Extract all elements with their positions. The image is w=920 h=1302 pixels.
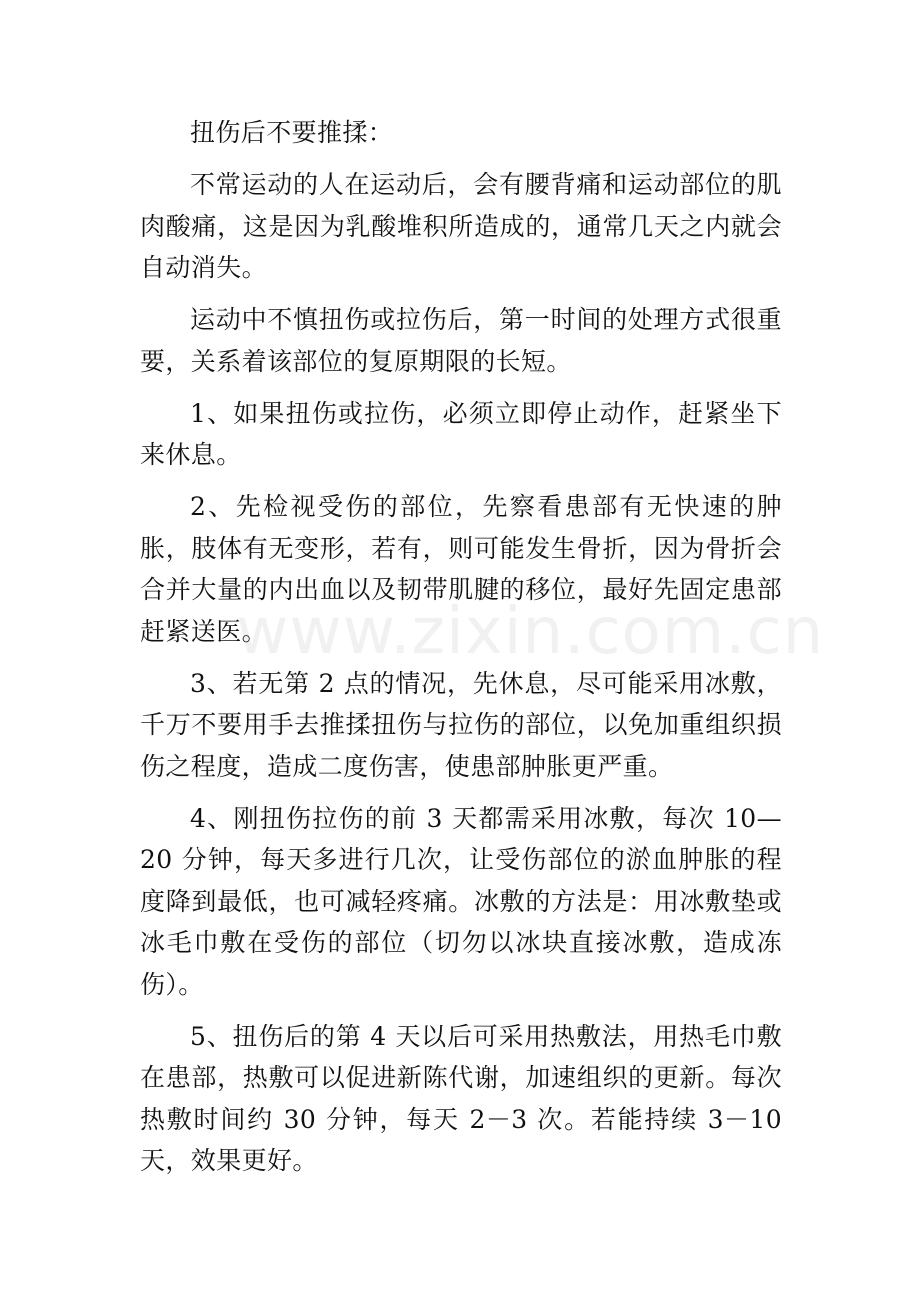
body-paragraph: 不常运动的人在运动后，会有腰背痛和运动部位的肌肉酸痛，这是因为乳酸堆积所造成的，通常几天之内就会自动消失。 — [140, 170, 782, 282]
watermark: www.zixin.com.cn — [236, 595, 825, 669]
list-item: 5、扭伤后的第 4 天以后可采用热敷法，用热毛巾敷在患部，热敷可以促进新陈代谢，加速组织的更新。每次热敷时间约 30 分钟，每天 2－3 次。若能持续 3－10 天，效果更好。 — [140, 1021, 782, 1175]
list-item: 3、若无第 2 点的情况，先休息，尽可能采用冰敷，千万不要用手去推揉扭伤与拉伤的部位，以免加重组织损伤之程度，造成二度伤害，使患部肿胀更严重。 — [140, 668, 782, 781]
list-item: 2、先检视受伤的部位，先察看患部有无快速的肿胀，肢体有无变形，若有，则可能发生骨折，因为骨折会合并大量的内出血以及韧带肌腱的移位，最好先固定患部赶紧送医。 — [140, 492, 782, 646]
list-item: 1、如果扭伤或拉伤，必须立即停止动作，赶紧坐下来休息。 — [140, 398, 782, 469]
list-item: 4、刚扭伤拉伤的前 3 天都需采用冰敷，每次 10—20 分钟，每天多进行几次，让受伤部位的淤血肿胀的程度降到最低，也可减轻疼痛。冰敷的方法是：用冰敷垫或冰毛巾敷在受伤的部位（切勿以冰块直接冰敷，造成冻伤）。 — [140, 803, 782, 999]
body-paragraph: 运动中不慎扭伤或拉伤后，第一时间的处理方式很重要，关系着该部位的复原期限的长短。 — [140, 305, 782, 376]
document-body — [140, 112, 825, 1192]
heading-paragraph: 扭伤后不要推揉： — [190, 118, 394, 147]
